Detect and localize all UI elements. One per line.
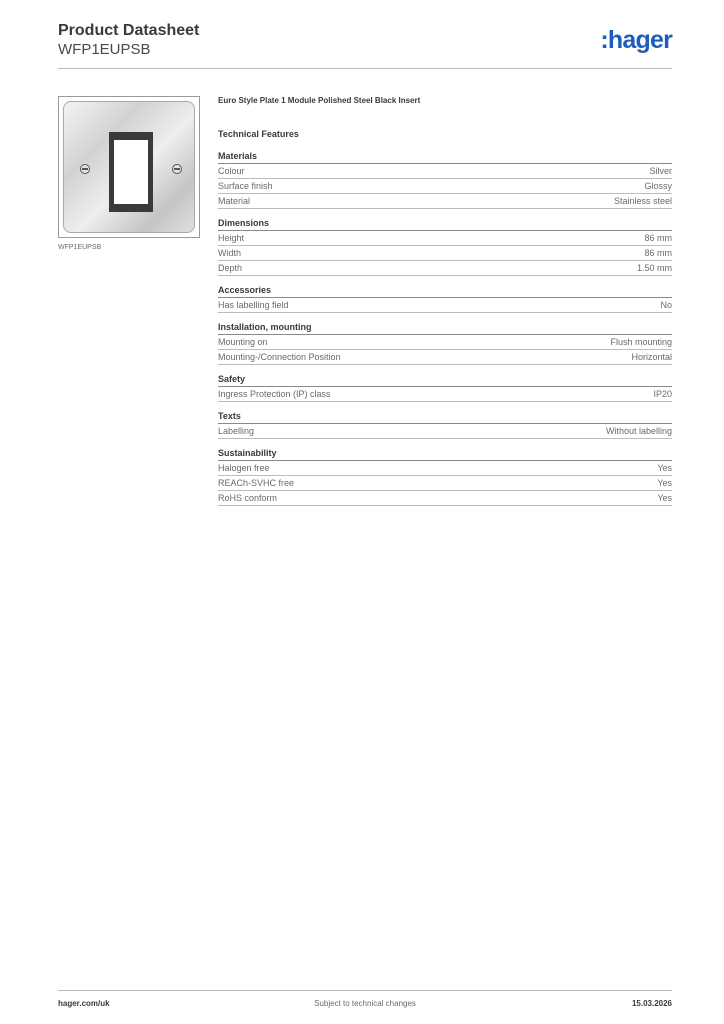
spec-label: REACh-SVHC free bbox=[218, 478, 295, 488]
page-footer bbox=[58, 990, 672, 1013]
section-title: Accessories bbox=[218, 284, 672, 298]
spec-section bbox=[218, 373, 672, 402]
section-title: Texts bbox=[218, 410, 672, 424]
screw-icon bbox=[80, 164, 90, 174]
spec-row bbox=[218, 335, 672, 350]
spec-label: Surface finish bbox=[218, 181, 273, 191]
spec-row bbox=[218, 194, 672, 209]
spec-section bbox=[218, 447, 672, 506]
spec-row bbox=[218, 424, 672, 439]
spec-label: Depth bbox=[218, 263, 243, 273]
spec-label: Width bbox=[218, 248, 242, 258]
image-caption: WFP1EUPSB bbox=[58, 244, 102, 251]
spec-value: Flush mounting bbox=[610, 337, 672, 347]
spec-row bbox=[218, 246, 672, 261]
spec-value: Silver bbox=[649, 166, 672, 176]
spec-row bbox=[218, 491, 672, 506]
spec-section bbox=[218, 217, 672, 276]
product-name: Euro Style Plate 1 Module Polished Steel Black Insert bbox=[218, 96, 421, 105]
spec-label: Colour bbox=[218, 166, 245, 176]
spec-row bbox=[218, 350, 672, 365]
spec-value: Yes bbox=[657, 493, 672, 503]
spec-value: No bbox=[660, 300, 672, 310]
section-title: Installation, mounting bbox=[218, 321, 672, 335]
spec-value: 86 mm bbox=[644, 233, 672, 243]
spec-value: 1.50 mm bbox=[636, 263, 672, 273]
spec-section bbox=[218, 150, 672, 209]
spec-row bbox=[218, 261, 672, 276]
section-title: Materials bbox=[218, 150, 672, 164]
product-code: WFP1EUPSB bbox=[58, 41, 151, 58]
product-image bbox=[58, 96, 200, 238]
specifications bbox=[218, 96, 672, 514]
section-title: Safety bbox=[218, 373, 672, 387]
section-title: Dimensions bbox=[218, 217, 672, 231]
spec-row bbox=[218, 164, 672, 179]
spec-row bbox=[218, 298, 672, 313]
spec-section bbox=[218, 410, 672, 439]
page-header bbox=[58, 20, 672, 69]
spec-sections bbox=[218, 150, 672, 506]
spec-label: Height bbox=[218, 233, 245, 243]
spec-label: Material bbox=[218, 196, 251, 206]
technical-features-heading: Technical Features bbox=[218, 129, 299, 139]
screw-icon bbox=[172, 164, 182, 174]
footer-date: 15.03.2026 bbox=[631, 999, 672, 1008]
section-title: Sustainability bbox=[218, 447, 672, 461]
spec-value: Yes bbox=[657, 478, 672, 488]
spec-label: Ingress Protection (IP) class bbox=[218, 389, 331, 399]
spec-value: Yes bbox=[657, 463, 672, 473]
spec-value: Stainless steel bbox=[613, 196, 672, 206]
footer-website: hager.com/uk bbox=[58, 999, 110, 1008]
document-title: Product Datasheet bbox=[58, 22, 200, 39]
switch-plate-illustration bbox=[63, 101, 195, 233]
spec-row bbox=[218, 476, 672, 491]
spec-row bbox=[218, 231, 672, 246]
spec-row bbox=[218, 461, 672, 476]
spec-value: 86 mm bbox=[644, 248, 672, 258]
spec-row bbox=[218, 179, 672, 194]
spec-section bbox=[218, 284, 672, 313]
footer-disclaimer: Subject to technical changes bbox=[314, 999, 416, 1008]
spec-value: IP20 bbox=[653, 389, 672, 399]
module-aperture bbox=[114, 140, 148, 204]
spec-value: Without labelling bbox=[605, 426, 672, 436]
spec-row bbox=[218, 387, 672, 402]
spec-label: RoHS conform bbox=[218, 493, 278, 503]
spec-value: Horizontal bbox=[631, 352, 672, 362]
spec-value: Glossy bbox=[644, 181, 672, 191]
black-insert bbox=[109, 132, 153, 212]
spec-label: Has labelling field bbox=[218, 300, 289, 310]
spec-label: Mounting on bbox=[218, 337, 268, 347]
spec-label: Mounting-/Connection Position bbox=[218, 352, 341, 362]
spec-label: Halogen free bbox=[218, 463, 270, 473]
spec-section bbox=[218, 321, 672, 365]
spec-label: Labelling bbox=[218, 426, 255, 436]
hager-logo: :hager bbox=[600, 26, 672, 54]
